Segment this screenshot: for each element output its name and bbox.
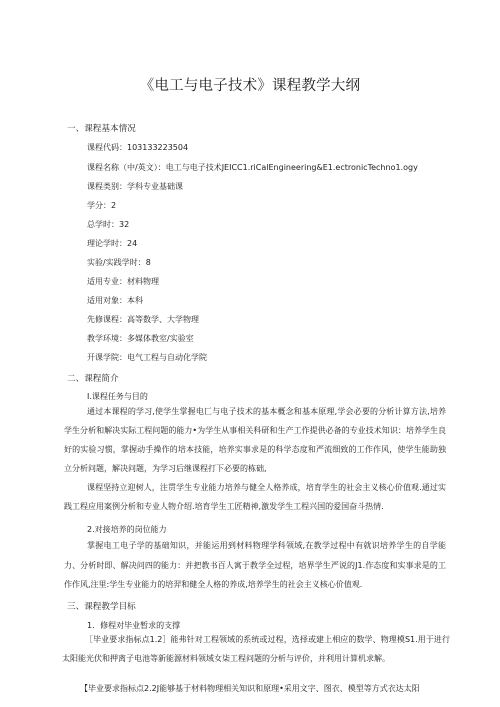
field-course-code: 课程代码：103133223504 <box>87 143 189 152</box>
paragraph-abilities: 掌握电工电子学的基础知识，并能运用到材料物理学科领域,在教学过程中有就识培养学生的自学能力、分析时即、解决问四的能力：并把教书百人寓于教学全过程，培界学生严说的J1.作态度和实事求是的工作作风,注里:学生专业能力的培羿和健全人格的养成,培养学生的社会主义核心价值观. <box>64 541 446 590</box>
field-major: 适用专业：材料物理 <box>87 277 159 286</box>
field-theory-hours: 理论学时：24 <box>87 239 138 248</box>
section-heading-objectives: 三、课程教学目标 <box>67 602 136 612</box>
field-lab-hours: 实验/实践学时：8 <box>87 258 151 267</box>
field-course-name: 课程名称（中/英文）：电工与电子技术JEICC1.riCalEngineering&E1.ectronicTechno1.ogy <box>87 163 418 172</box>
paragraph-ideology: 课程坚持立迎树人，注贯学生专业能力培养与健全人格养成，培育学生的社会主义核心价值观.通过实践工程应用案例分析和专业人物介绍.培育学生工匠精神,激发学生工程兴国的爱国奋斗热情. <box>64 483 446 511</box>
subheading-task-purpose: I.课程任务与目的 <box>87 392 148 401</box>
field-school: 开课学院：电气工程与自动化学院 <box>87 353 207 362</box>
paragraph-indicator-1-2: ［毕业要求指标点1.2］能弗针对工程领域的系统或过程，选择或建上相应的数学、物理模S1.用于进行太阳能光伏和押离子电池等新能源材料领域女柒工程问题的分析与评价，并利用计算机求解。 <box>62 635 450 663</box>
field-course-category: 课程类别：学科专业基础课 <box>87 182 183 191</box>
section-heading-course-intro: 二、课程简介 <box>67 374 119 384</box>
subheading-graduation-support: 1．修程对毕业暂求的支撑 <box>87 621 181 630</box>
paragraph-indicator-2-2: 【毕业要求指标点2.2J能够基于材料物理相关知识和原理•采用文字、图衣、模型等方式衣达太阳 <box>80 684 420 693</box>
section-heading-basic-info: 一、课程基本情况 <box>67 124 136 134</box>
field-total-hours: 总学时：32 <box>87 220 130 229</box>
subheading-job-abilities: 2.对接培养的岗位能力 <box>87 525 167 534</box>
document-title: 《电工与电子技术》课程教学大纲 <box>139 78 361 94</box>
field-audience: 适用对象：本科 <box>87 296 143 305</box>
field-prerequisites: 先修课程：高等数学、大学物理 <box>87 315 199 324</box>
paragraph-course-purpose: 通过本课程的学习,使学生掌握电匚与电子技术的基本概念和基本原理,学会必要的分析计算方法,培养学生分析和解决实际工程问题的能力•为学生从事相关科研和生产工作提供必备的专业技术知识：培养学生良好的实验习惯，掌握动手操作的培本技能，培养实事求是的科学态度和严流细致的工作作风，使学生能助独立分析问题，解决问题，为学习后继课程打下必要的栋础, <box>64 407 446 473</box>
field-credits: 学分：2 <box>87 201 117 210</box>
field-teaching-environment: 教学环境：多媒体教室/实验室 <box>87 334 194 343</box>
